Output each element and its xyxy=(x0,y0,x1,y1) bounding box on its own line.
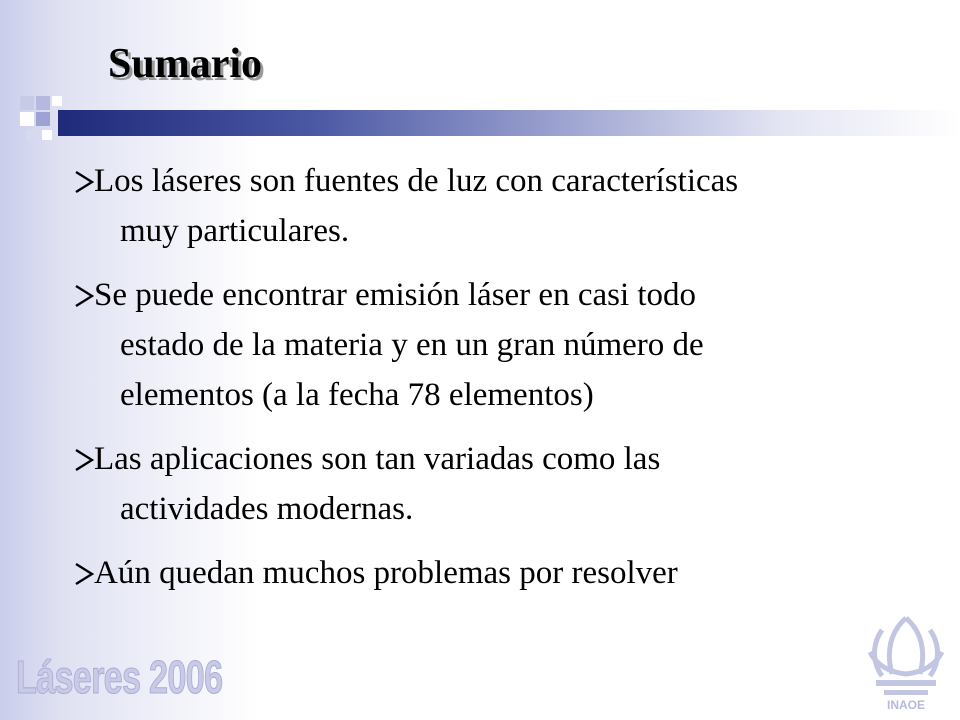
decor-square xyxy=(52,96,62,106)
bullet-text: Los láseres son fuentes de luz con características xyxy=(94,163,739,199)
watermark-text: Láseres 2006 xyxy=(16,652,223,704)
bullet-text: Aún quedan muchos problemas por resolver xyxy=(94,555,678,591)
bullet-text: Se puede encontrar emisión láser en casi todo xyxy=(94,277,697,313)
bullet-list xyxy=(78,156,928,612)
decor-square xyxy=(42,130,52,140)
laseres-2006-watermark-logo xyxy=(16,652,222,705)
inaoe-logo-icon xyxy=(862,612,950,712)
inaoe-logo-text: INAOE xyxy=(886,698,926,712)
bullet-arrow-icon xyxy=(74,284,94,308)
decor-square xyxy=(20,96,34,110)
bullet-text: Las aplicaciones son tan variadas como las xyxy=(94,441,661,477)
slide-title: Sumario xyxy=(108,41,263,87)
bullet-text-continuation: muy particulares. xyxy=(120,213,350,249)
bullet-text-continuation: elementos (a la fecha 78 elementos) xyxy=(120,377,594,413)
bullet-arrow-icon xyxy=(74,448,94,472)
bullet-item xyxy=(78,548,928,598)
bullet-item xyxy=(78,156,928,256)
bullet-arrow-icon xyxy=(74,562,94,586)
bullet-arrow-icon xyxy=(74,170,94,194)
decor-square xyxy=(36,112,50,126)
bullet-item xyxy=(78,270,928,420)
title-underline-bar xyxy=(58,110,960,136)
bullet-text-continuation: actividades modernas. xyxy=(120,491,414,527)
decor-square xyxy=(26,130,36,140)
decor-square xyxy=(20,112,34,126)
decor-square xyxy=(36,96,50,110)
bullet-item xyxy=(78,434,928,534)
bullet-text-continuation: estado de la materia y en un gran número de xyxy=(120,327,704,363)
